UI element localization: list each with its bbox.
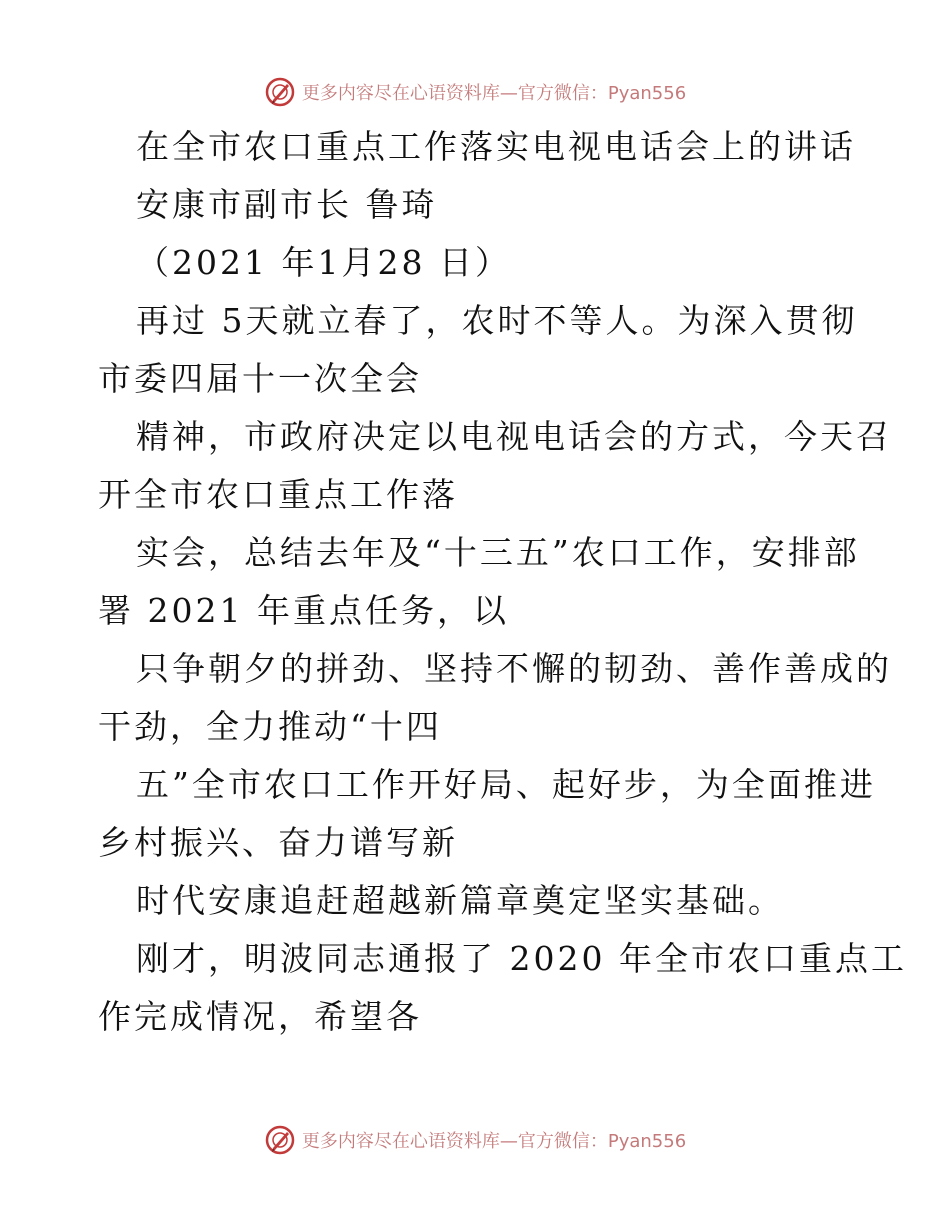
text-line: 署 2021 年重点任务，以: [98, 591, 509, 630]
text-line: 干劲，全力推动“十四: [98, 707, 442, 746]
text-line: 乡村振兴、奋力谱写新: [98, 823, 458, 862]
pen-logo-icon: [264, 1124, 296, 1156]
text-line: 只争朝夕的拼劲、坚持不懈的韧劲、善作善成的: [136, 649, 892, 688]
text-line: 安康市副市长 鲁琦: [136, 185, 438, 224]
text-line: （2021 年1月28 日）: [136, 243, 511, 282]
pen-logo-icon: [264, 76, 296, 108]
text-line: 时代安康追赶超越新篇章奠定坚实基础。: [136, 881, 784, 920]
text-line: 五”全市农口工作开好局、起好步，为全面推进: [136, 765, 876, 804]
text-line: 在全市农口重点工作落实电视电话会上的讲话: [136, 127, 856, 166]
document-body: [98, 118, 907, 1046]
text-line: 开全市农口重点工作落: [98, 475, 458, 514]
text-line: 刚才，明波同志通报了 2020 年全市农口重点工: [136, 939, 907, 978]
watermark-text: 更多内容尽在心语资料库—官方微信：Pyan556: [301, 83, 687, 104]
text-line: 市委四届十一次全会: [98, 359, 422, 398]
text-line: 实会，总结去年及“十三五”农口工作，安排部: [136, 533, 860, 572]
header-watermark: [0, 72, 950, 112]
footer-watermark: [0, 1120, 950, 1160]
watermark-text: 更多内容尽在心语资料库—官方微信：Pyan556: [301, 1131, 687, 1152]
text-line: 作完成情况，希望各: [98, 997, 422, 1036]
text-line: 精神，市政府决定以电视电话会的方式，今天召: [136, 417, 892, 456]
text-line: 再过 5天就立春了，农时不等人。为深入贯彻: [136, 301, 858, 340]
